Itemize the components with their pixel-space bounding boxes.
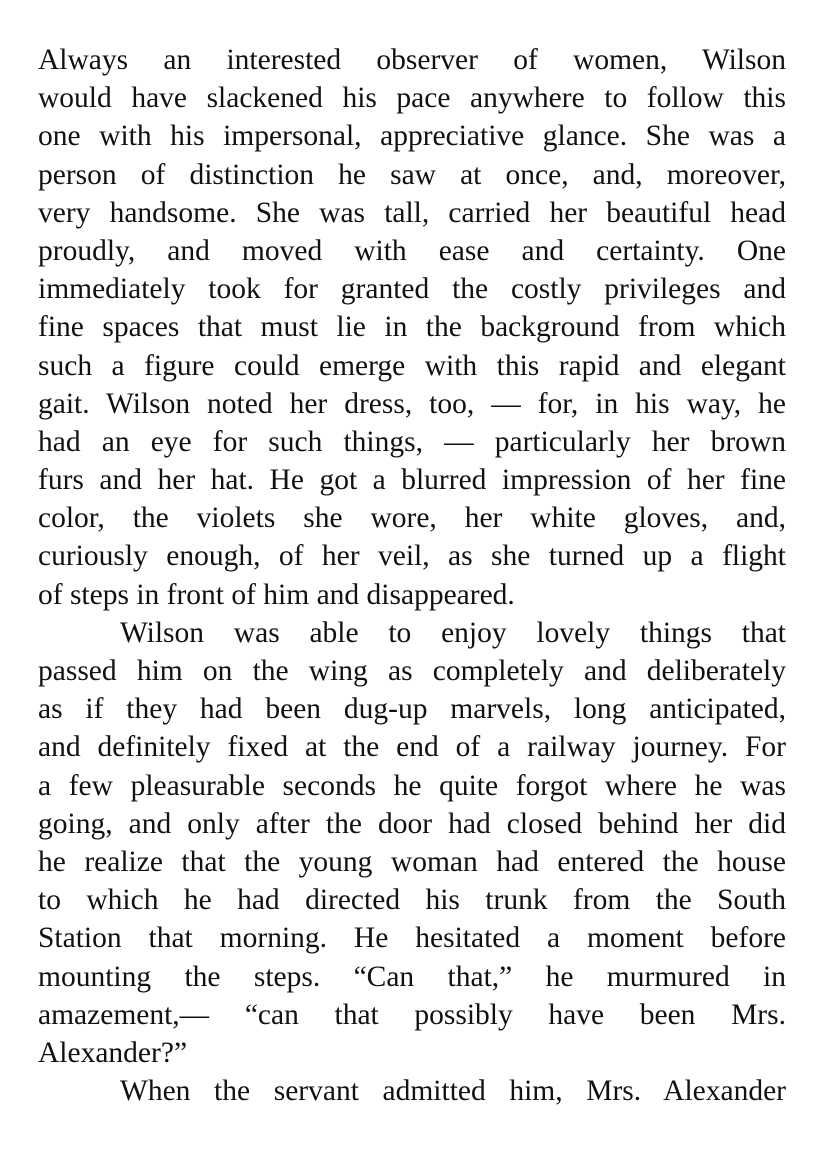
text-line: of steps in front of him and disappeared. xyxy=(38,578,515,611)
text-line: person of distinction he saw at once, and, moreover, xyxy=(38,158,786,191)
paragraph-1 xyxy=(38,41,786,614)
text-line: mounting the steps. “Can that,” he murmured in xyxy=(38,960,786,993)
text-line: immediately took for granted the costly privileges and xyxy=(38,273,786,306)
paragraph-2 xyxy=(38,614,786,1072)
text-line: and definitely fixed at the end of a railway journey. For xyxy=(38,731,786,764)
text-line: Wilson was able to enjoy lovely things that xyxy=(120,616,786,649)
text-line: had an eye for such things, — particularly her brown xyxy=(38,425,786,458)
text-line: curiously enough, of her veil, as she turned up a flight xyxy=(38,540,786,573)
text-line: gait. Wilson noted her dress, too, — for, in his way, he xyxy=(38,387,786,420)
text-line: a few pleasurable seconds he quite forgot where he was xyxy=(38,769,786,802)
text-line: Station that morning. He hesitated a moment before xyxy=(38,922,786,955)
text-line: going, and only after the door had closed behind her did xyxy=(38,807,786,840)
text-line: passed him on the wing as completely and deliberately xyxy=(38,655,786,687)
text-line: proudly, and moved with ease and certainty. One xyxy=(38,234,786,267)
paragraph-3 xyxy=(38,1072,786,1110)
text-line: such a figure could emerge with this rapid and elegant xyxy=(38,349,786,382)
text-line: as if they had been dug-up marvels, long anticipated, xyxy=(38,693,786,726)
text-line: to which he had directed his trunk from the South xyxy=(38,884,786,917)
text-line: very handsome. She was tall, carried her beautiful head xyxy=(38,196,786,229)
text-line: When the servant admitted him, Mrs. Alexander xyxy=(120,1075,786,1108)
text-line: furs and her hat. He got a blurred impression of her fine xyxy=(38,464,786,497)
text-line: amazement,— “can that possibly have been Mrs. xyxy=(38,998,786,1031)
text-line: he realize that the young woman had entered the house xyxy=(38,845,786,878)
text-line: would have slackened his pace anywhere to follow this xyxy=(38,82,786,115)
text-line: one with his impersonal, appreciative glance. She was a xyxy=(38,120,786,153)
text-line: color, the violets she wore, her white gloves, and, xyxy=(38,502,786,535)
page-body xyxy=(38,41,786,1110)
text-line: fine spaces that must lie in the background from which xyxy=(38,311,786,344)
text-line: Always an interested observer of women, Wilson xyxy=(38,44,786,76)
text-line: Alexander?” xyxy=(38,1036,188,1069)
